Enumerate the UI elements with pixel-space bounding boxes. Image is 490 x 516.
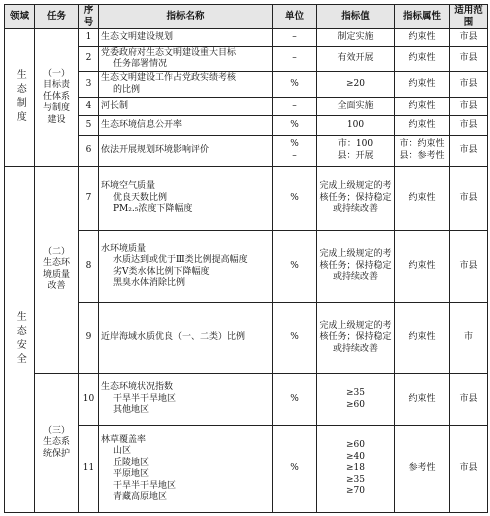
indicator-value-line: ≥35 bbox=[346, 474, 365, 485]
indicator-name-line: 生态文明建设规划 bbox=[101, 31, 174, 42]
indicator-name bbox=[99, 72, 273, 97]
row-number: 11 bbox=[79, 426, 99, 513]
header-scope: 适用范围 bbox=[450, 5, 488, 29]
indicator-value-line: 市：100 bbox=[337, 139, 374, 150]
task-label-line: （一） bbox=[42, 68, 70, 79]
indicator-value bbox=[317, 303, 395, 374]
indicator-name-line: 劣Ⅴ类水体比例下降幅度 bbox=[113, 266, 210, 277]
indicator-value bbox=[317, 166, 395, 231]
unit-cell: % bbox=[273, 303, 317, 374]
table-row bbox=[5, 374, 488, 426]
indicator-value bbox=[317, 97, 395, 115]
indicator-value-line: 完成上级规定的考 bbox=[319, 181, 392, 192]
header-number: 序号 bbox=[79, 5, 99, 29]
domain-label: 生态安全 bbox=[14, 311, 26, 368]
indicator-name-line: 青藏高原地区 bbox=[113, 492, 168, 503]
indicator-name-line: 生态环境信息公开率 bbox=[101, 119, 183, 130]
indicator-attribute bbox=[395, 97, 450, 115]
indicator-attribute bbox=[395, 135, 450, 166]
indicator-value-line: ≥70 bbox=[346, 486, 365, 497]
table-body bbox=[5, 29, 488, 513]
indicator-value bbox=[317, 29, 395, 47]
unit-cell: % bbox=[273, 374, 317, 426]
header-indicator-value: 指标值 bbox=[317, 5, 395, 29]
indicator-name-line: 党委政府对生态文明建设重大目标 bbox=[101, 47, 237, 58]
unit-cell: % bbox=[273, 115, 317, 135]
header-domain: 领域 bbox=[5, 5, 35, 29]
indicator-value-line: 或持续改善 bbox=[332, 272, 378, 283]
scope-cell: 市县 bbox=[450, 115, 488, 135]
scope-cell: 市县 bbox=[450, 72, 488, 97]
header-indicator-name: 指标名称 bbox=[99, 5, 273, 29]
indicator-name bbox=[99, 231, 273, 303]
domain-cell bbox=[5, 29, 35, 167]
row-number: 4 bbox=[79, 97, 99, 115]
indicator-value bbox=[317, 47, 395, 72]
indicator-value-line: 完成上级规定的考 bbox=[319, 249, 392, 260]
unit-cell: – bbox=[273, 47, 317, 72]
indicator-name-line: 平原地区 bbox=[113, 469, 150, 480]
row-number: 8 bbox=[79, 231, 99, 303]
indicator-attribute bbox=[395, 374, 450, 426]
indicator-name bbox=[99, 426, 273, 513]
indicator-name-line: 优良天数比例 bbox=[113, 192, 168, 203]
table-row bbox=[5, 29, 488, 47]
scope-cell: 市县 bbox=[450, 29, 488, 47]
scope-cell: 市县 bbox=[450, 97, 488, 115]
row-number: 3 bbox=[79, 72, 99, 97]
indicator-attribute-line: 约束性 bbox=[408, 119, 436, 130]
indicator-name bbox=[99, 135, 273, 166]
indicator-value bbox=[317, 115, 395, 135]
indicator-name-line: 河长制 bbox=[101, 100, 129, 111]
unit-cell: % bbox=[273, 72, 317, 97]
indicator-name-line: 黑臭水体消除比例 bbox=[113, 278, 186, 289]
task-cell bbox=[35, 29, 79, 167]
indicator-name bbox=[99, 97, 273, 115]
indicator-value-line: 全面实施 bbox=[337, 100, 374, 111]
header-task: 任务 bbox=[35, 5, 79, 29]
indicator-name-line: 的比例 bbox=[113, 84, 141, 95]
unit-cell: % bbox=[273, 166, 317, 231]
indicator-attribute bbox=[395, 303, 450, 374]
indicator-attribute bbox=[395, 426, 450, 513]
row-number: 10 bbox=[79, 374, 99, 426]
indicator-name-line: 干旱半干旱地区 bbox=[113, 480, 177, 491]
indicator-attribute-line: 约束性 bbox=[408, 192, 436, 203]
indicator-attribute-line: 约束性 bbox=[408, 393, 436, 404]
indicator-value-line: 核任务；保持稳定 bbox=[319, 260, 392, 271]
indicator-value-line: ≥35 bbox=[346, 388, 365, 399]
indicator-attribute-line: 参考性 bbox=[408, 463, 436, 474]
indicator-attribute-line: 约束性 bbox=[408, 260, 436, 271]
indicator-value-line: ≥20 bbox=[346, 78, 365, 89]
indicator-value bbox=[317, 72, 395, 97]
header-unit: 单位 bbox=[273, 5, 317, 29]
indicator-name-line: 生态环境状况指数 bbox=[101, 382, 174, 393]
indicator-name-line: 山区 bbox=[113, 446, 132, 457]
task-label-line: 生态系 bbox=[42, 437, 70, 448]
indicator-value-line: ≥60 bbox=[346, 440, 365, 451]
task-cell bbox=[35, 374, 79, 513]
row-number: 1 bbox=[79, 29, 99, 47]
indicator-attribute-line: 市：约束性 bbox=[399, 139, 445, 150]
indicator-name-line: 其他地区 bbox=[113, 405, 150, 416]
task-label-line: （二） bbox=[42, 246, 70, 257]
table-row bbox=[5, 166, 488, 231]
task-label-line: 统保护 bbox=[42, 448, 70, 459]
indicator-value-line: ≥60 bbox=[346, 399, 365, 410]
indicator-attribute-line: 约束性 bbox=[408, 100, 436, 111]
indicator-value bbox=[317, 426, 395, 513]
unit-cell: % bbox=[273, 426, 317, 513]
task-label-line: 与制度 bbox=[42, 103, 70, 114]
domain-cell bbox=[5, 166, 35, 512]
indicator-name bbox=[99, 374, 273, 426]
indicator-name-line: 生态文明建设工作占党政实绩考核 bbox=[101, 73, 237, 84]
task-label-line: 境质量 bbox=[42, 269, 70, 280]
indicator-name-line: PM₂.₅浓度下降幅度 bbox=[113, 204, 193, 215]
indicator-attribute bbox=[395, 231, 450, 303]
indicator-value-line: 或持续改善 bbox=[332, 204, 378, 215]
indicator-value-line: 完成上级规定的考 bbox=[319, 320, 392, 331]
row-number: 6 bbox=[79, 135, 99, 166]
indicator-name-line: 任务部署情况 bbox=[113, 59, 168, 70]
indicator-value-line: 核任务；保持稳定 bbox=[319, 192, 392, 203]
indicator-name bbox=[99, 166, 273, 231]
indicator-name bbox=[99, 29, 273, 47]
task-label-line: 建设 bbox=[47, 114, 66, 125]
task-cell bbox=[35, 166, 79, 374]
indicator-attribute-line: 约束性 bbox=[408, 53, 436, 64]
indicator-attribute bbox=[395, 29, 450, 47]
indicator-attribute bbox=[395, 115, 450, 135]
indicator-attribute bbox=[395, 166, 450, 231]
indicator-attribute-line: 约束性 bbox=[408, 31, 436, 42]
indicator-value-line: 100 bbox=[346, 119, 365, 130]
unit-cell: % bbox=[273, 231, 317, 303]
task-label-line: 改善 bbox=[47, 281, 66, 292]
indicator-value bbox=[317, 231, 395, 303]
header-indicator-attribute: 指标属性 bbox=[395, 5, 450, 29]
unit-line: – bbox=[292, 150, 297, 161]
row-number: 7 bbox=[79, 166, 99, 231]
indicator-attribute bbox=[395, 47, 450, 72]
indicator-value-line: 制定实施 bbox=[337, 31, 374, 42]
scope-cell: 市县 bbox=[450, 374, 488, 426]
indicator-name-line: 水质达到或优于Ⅲ类比例提高幅度 bbox=[113, 255, 248, 266]
indicator-value bbox=[317, 374, 395, 426]
indicator-value bbox=[317, 135, 395, 166]
indicator-table bbox=[4, 4, 488, 513]
domain-label: 生态制度 bbox=[14, 69, 26, 126]
indicator-attribute-line: 约束性 bbox=[408, 332, 436, 343]
indicator-name bbox=[99, 47, 273, 72]
indicator-name-line: 环境空气质量 bbox=[101, 181, 156, 192]
task-label-line: 生态环 bbox=[42, 258, 70, 269]
indicator-value-line: ≥18 bbox=[346, 463, 365, 474]
unit-cell: – bbox=[273, 29, 317, 47]
indicator-name-line: 水环境质量 bbox=[101, 243, 147, 254]
indicator-value-line: 或持续改善 bbox=[332, 343, 378, 354]
task-label-line: 任体系 bbox=[42, 91, 70, 102]
row-number: 2 bbox=[79, 47, 99, 72]
task-label-line: （三） bbox=[42, 425, 70, 436]
scope-cell: 市县 bbox=[450, 47, 488, 72]
scope-cell: 市县 bbox=[450, 135, 488, 166]
indicator-attribute-line: 约束性 bbox=[408, 78, 436, 89]
indicator-value-line: 有效开展 bbox=[337, 53, 374, 64]
indicator-name bbox=[99, 303, 273, 374]
header-row bbox=[5, 5, 488, 29]
unit-cell bbox=[273, 135, 317, 166]
indicator-name bbox=[99, 115, 273, 135]
scope-cell: 市县 bbox=[450, 426, 488, 513]
indicator-name-line: 近岸海域水质优良（一、二类）比例 bbox=[101, 332, 246, 343]
indicator-value-line: 县：开展 bbox=[337, 150, 374, 161]
scope-cell: 市 bbox=[450, 303, 488, 374]
indicator-name-line: 林草覆盖率 bbox=[101, 434, 147, 445]
indicator-value-line: 核任务；保持稳定 bbox=[319, 332, 392, 343]
indicator-attribute-line: 县：参考性 bbox=[399, 150, 445, 161]
task-label-line: 目标责 bbox=[42, 80, 70, 91]
unit-cell: – bbox=[273, 97, 317, 115]
indicator-name-line: 丘陵地区 bbox=[113, 457, 150, 468]
row-number: 9 bbox=[79, 303, 99, 374]
unit-line: % bbox=[290, 139, 299, 150]
indicator-attribute bbox=[395, 72, 450, 97]
row-number: 5 bbox=[79, 115, 99, 135]
scope-cell: 市县 bbox=[450, 231, 488, 303]
indicator-value-line: ≥40 bbox=[346, 451, 365, 462]
scope-cell: 市县 bbox=[450, 166, 488, 231]
indicator-name-line: 干旱半干旱地区 bbox=[113, 393, 177, 404]
indicator-name-line: 依法开展规划环境影响评价 bbox=[101, 145, 210, 156]
